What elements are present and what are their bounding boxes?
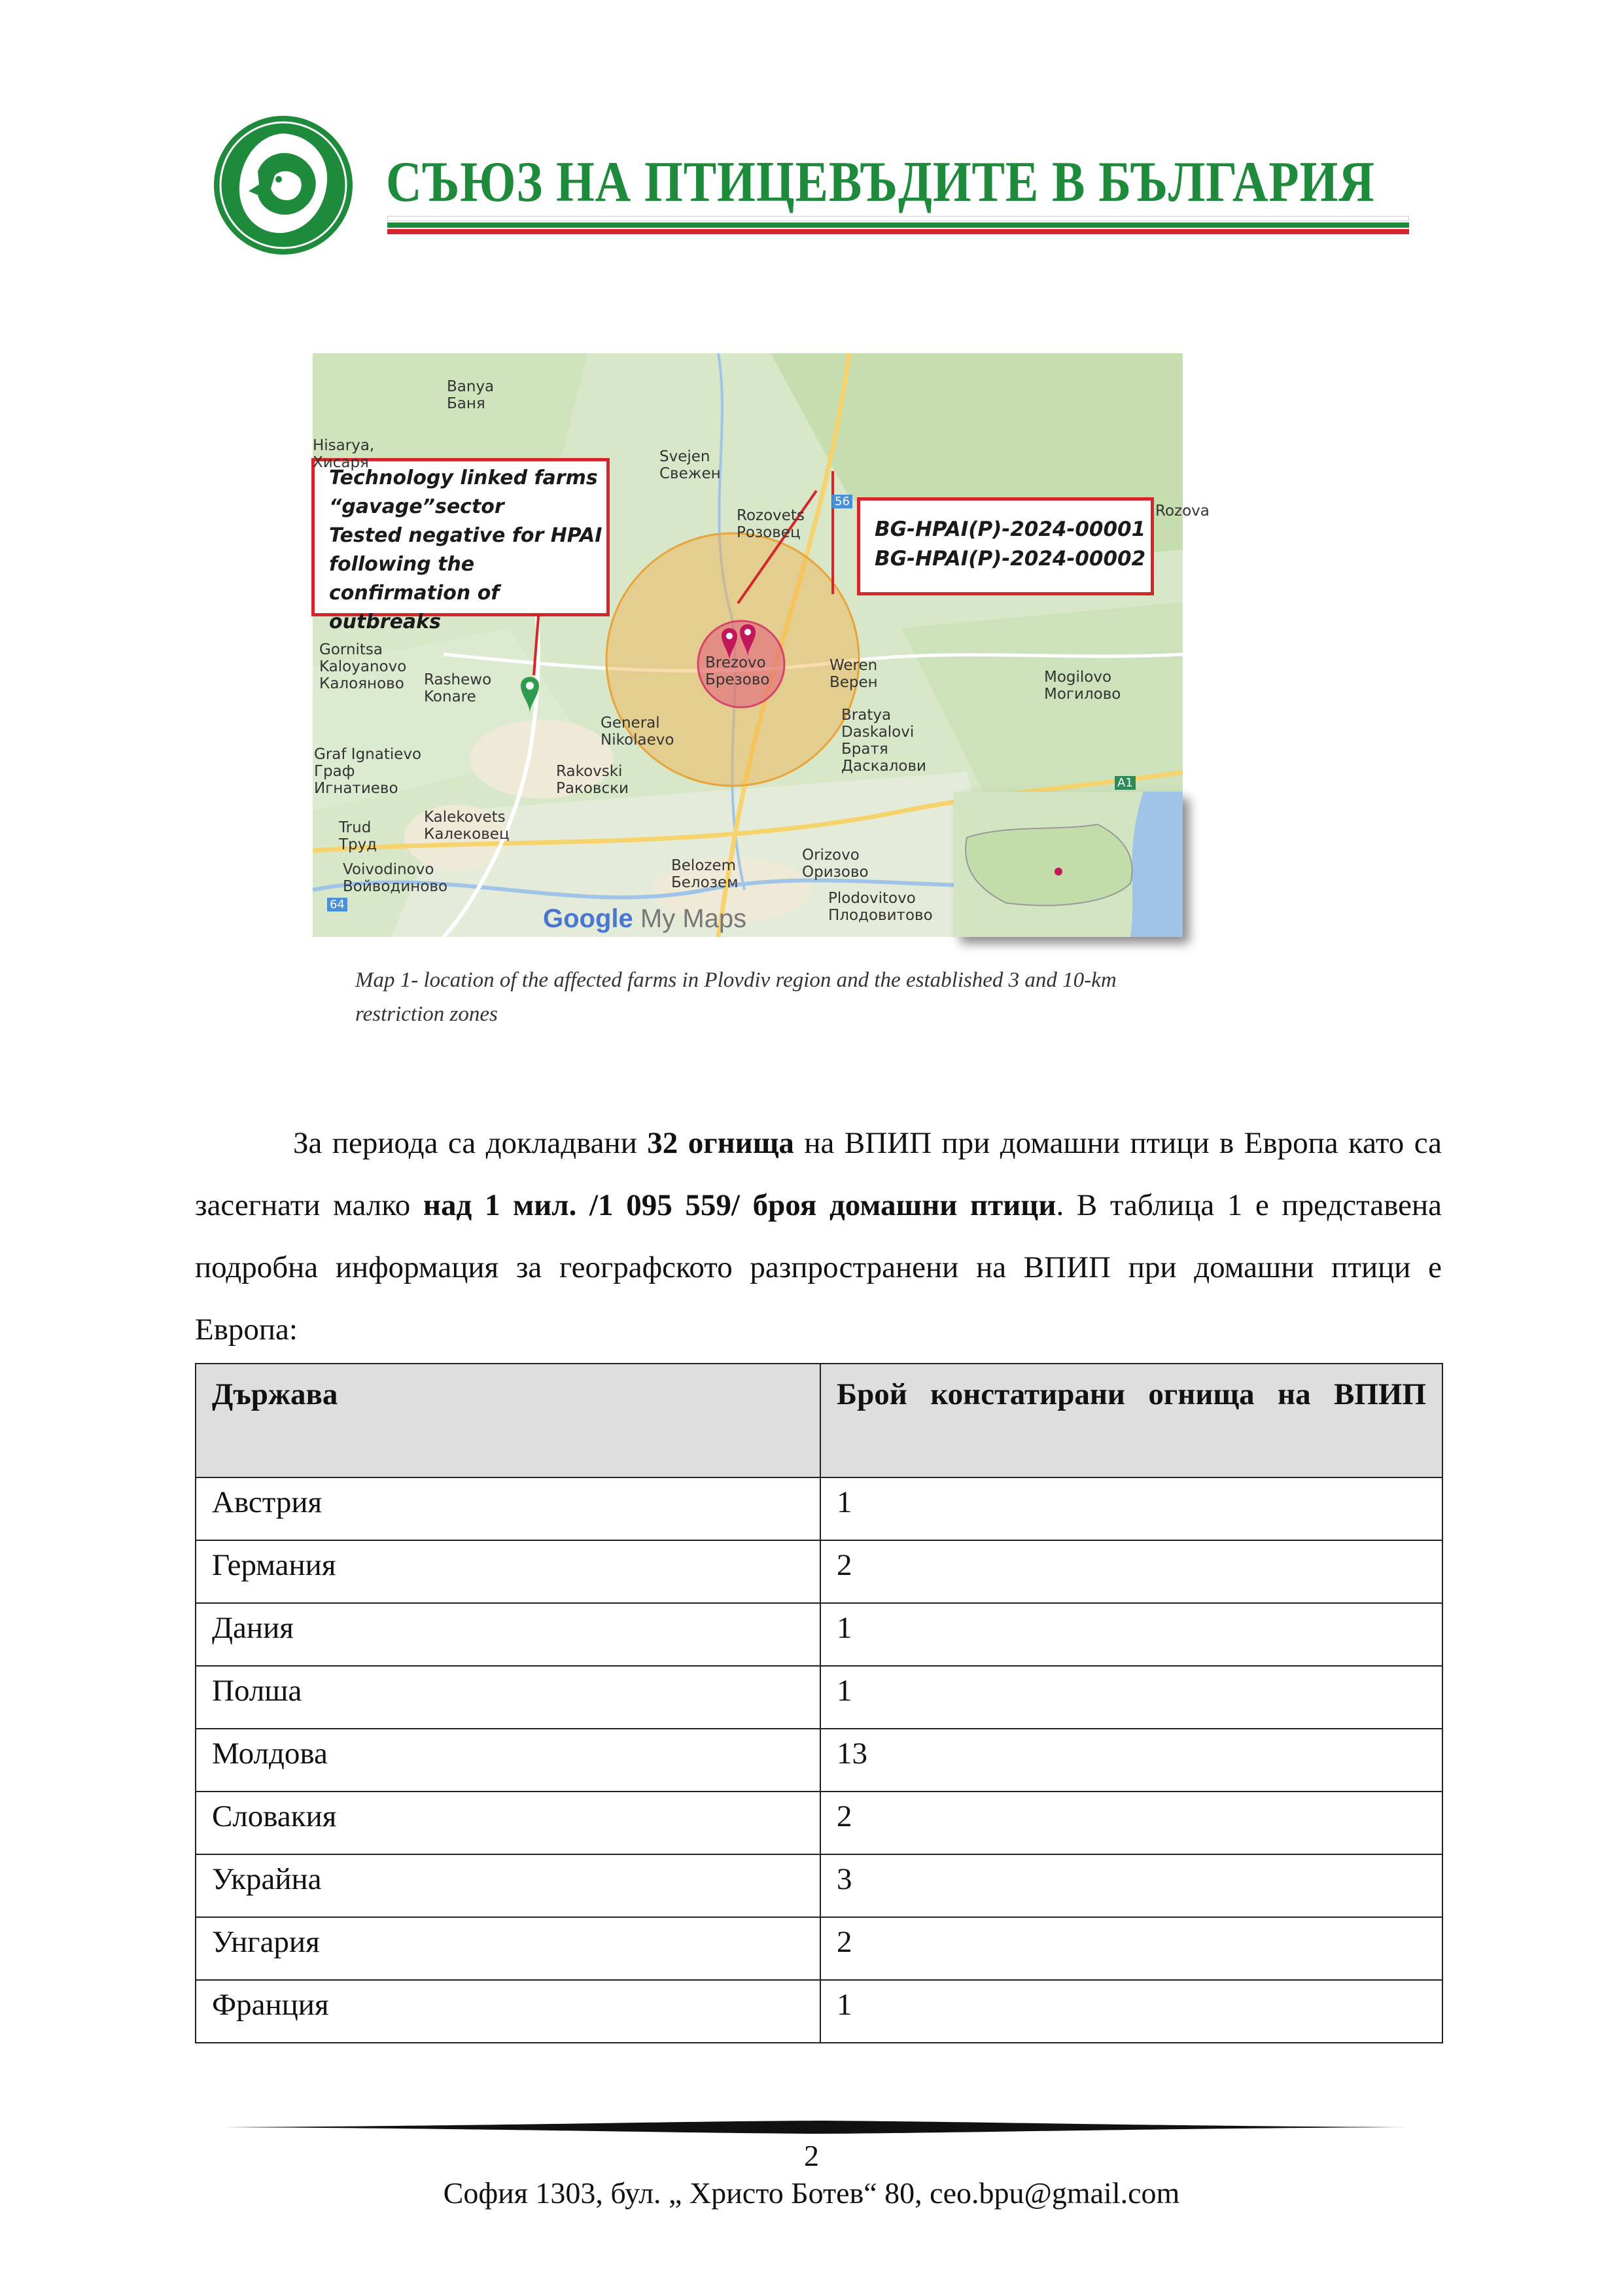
table-row — [196, 1666, 1442, 1729]
count-cell: 3 — [820, 1854, 1442, 1917]
my-maps-label: My Maps — [640, 904, 747, 933]
table-header-outbreaks: Брой констатирани огнища на ВПИП — [820, 1364, 1442, 1477]
table-row — [196, 1792, 1442, 1854]
organization-title: СЪЮЗ НА ПТИЦЕВЪДИТЕ В БЪЛГАРИЯ — [386, 150, 1375, 214]
callout-line: BG-HPAI(P)-2024-00001 — [875, 518, 1146, 541]
map-place-label: Rashewo Konare — [424, 671, 492, 705]
map-place-label: Rakovski Раковски — [556, 763, 629, 797]
country-cell: Унгария — [196, 1917, 820, 1980]
callout-linked-farms — [311, 458, 610, 633]
map-place-label: Banya Баня — [447, 378, 495, 412]
page-number: 2 — [804, 2139, 819, 2172]
map-caption: Map 1- location of the affected farms in Plovdiv region and the established 3 and 10-km restriction zones — [355, 968, 1117, 1026]
table-header-country: Държава — [196, 1364, 820, 1477]
map-figure — [313, 353, 1210, 937]
map-place-label: Belozem Белозем — [671, 857, 739, 891]
table-row — [196, 1729, 1442, 1792]
count-cell: 1 — [820, 1666, 1442, 1729]
callout-outbreak-ids — [857, 497, 1154, 595]
country-cell: Украйна — [196, 1854, 820, 1917]
callout-line: following the — [329, 553, 475, 576]
footer-divider — [224, 2120, 1408, 2134]
count-cell: 1 — [820, 1980, 1442, 2043]
map-place-label: Voivodinovo Войводиново — [343, 861, 448, 895]
callout-line: “gavage”sector — [329, 495, 504, 518]
count-cell: 1 — [820, 1603, 1442, 1666]
map-place-label: Plodovitovo Плодовитово — [828, 890, 933, 924]
map-place-label: Orizovo Оризово — [802, 847, 869, 881]
count-cell: 1 — [820, 1477, 1442, 1540]
map-place-label: General Nikolaevo — [601, 715, 674, 749]
map-brand — [543, 904, 746, 934]
count-cell: 2 — [820, 1917, 1442, 1980]
table-row — [196, 1477, 1442, 1540]
map-place-label: Rozovets Розовец — [737, 507, 805, 541]
organization-logo — [211, 109, 356, 262]
country-cell: Полша — [196, 1666, 820, 1729]
country-cell: Австрия — [196, 1477, 820, 1540]
map-place-label: Bratya Daskalovi Братя Даскалови — [841, 707, 926, 775]
count-cell: 2 — [820, 1792, 1442, 1854]
flag-stripes — [387, 216, 1409, 236]
callout-line: Technology linked farms — [329, 467, 598, 489]
map-place-label: Graf Ignatievo Граф Игнатиево — [314, 746, 422, 797]
callout-line: Tested negative for HPAI — [329, 524, 602, 547]
map-place-label: Brezovo Брезово — [705, 654, 770, 688]
map-image — [313, 353, 1210, 937]
country-cell: Франция — [196, 1980, 820, 2043]
country-cell: Германия — [196, 1540, 820, 1603]
outbreaks-table — [195, 1363, 1443, 2043]
table-header-row — [196, 1364, 1442, 1477]
footer-address: София 1303, бул. „ Христо Ботев“ 80, ceo.bpu@gmail.com — [443, 2176, 1180, 2210]
map-place-label: Rozova — [1155, 503, 1210, 520]
count-cell: 13 — [820, 1729, 1442, 1792]
country-cell: Молдова — [196, 1729, 820, 1792]
road-shield: 64 — [327, 898, 347, 911]
table-row — [196, 1917, 1442, 1980]
callout-line: BG-HPAI(P)-2024-00002 — [875, 547, 1146, 571]
map-place-label: Kalekovets Калековец — [424, 809, 510, 843]
table-row — [196, 1540, 1442, 1603]
country-cell: Словакия — [196, 1792, 820, 1854]
map-place-label: Weren Верен — [829, 657, 878, 691]
map-place-label: Trud Труд — [339, 819, 377, 853]
road-shield: 56 — [832, 495, 852, 508]
map-place-label: Mogilovo Могилово — [1044, 669, 1121, 703]
map-place-label: Svejen Свежен — [659, 448, 721, 482]
road-shield: A1 — [1115, 776, 1136, 790]
callout-line: confirmation of outbreaks — [329, 582, 500, 633]
table-row — [196, 1603, 1442, 1666]
table-row — [196, 1980, 1442, 2043]
map-place-label: Hisarya, Хисаря — [313, 437, 375, 471]
count-cell: 2 — [820, 1540, 1442, 1603]
map-place-label: Gornitsa Kaloyanovo Калояново — [319, 641, 407, 692]
country-cell: Дания — [196, 1603, 820, 1666]
body-paragraph: За периода са докладвани 32 огнища на ВПИП при домашни птици в Европа като са засегнати малко над 1 мил. /1 095 559/ броя домашни птици. В таблица 1 е представена подробна информация за географското разпространени на ВПИП при домашни птици е Европа: — [195, 1126, 1442, 1347]
google-logo: Google — [543, 904, 633, 933]
table-row — [196, 1854, 1442, 1917]
